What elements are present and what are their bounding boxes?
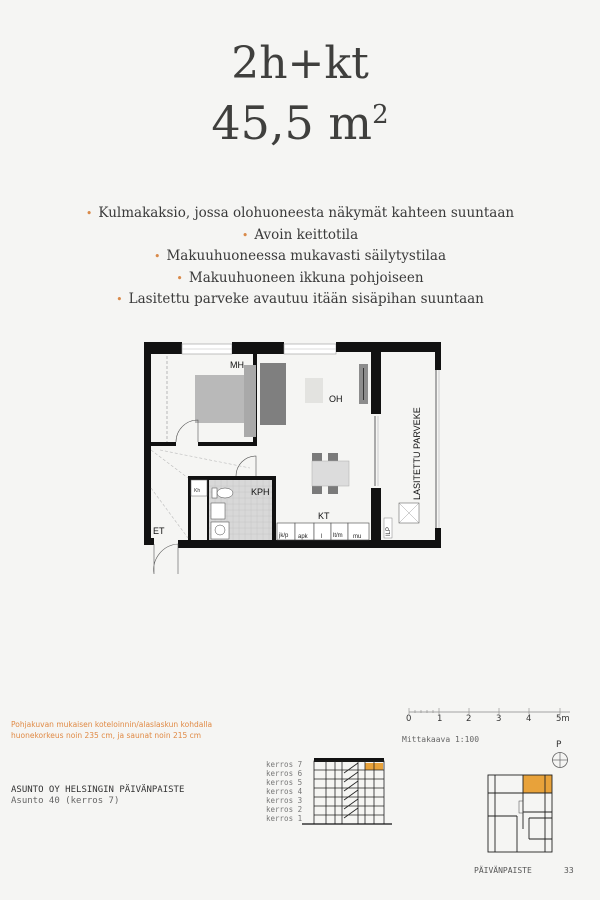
svg-text:KPH: KPH [251,487,270,497]
svg-text:jk/p: jk/p [279,533,289,539]
project-info [11,785,184,807]
section-drawing [302,758,392,828]
floor-label: kerros 4 [266,787,303,796]
key-plan [480,740,580,855]
svg-text:MH: MH [230,360,244,370]
floor-label: kerros 6 [266,769,303,778]
bullet-icon: • [241,228,249,242]
floor-label: kerros 5 [266,778,303,787]
svg-text:ET: ET [153,526,165,536]
bullet-icon: • [176,271,183,285]
scale-caption: Mittakaava 1:100 [402,735,480,744]
svg-text:apk: apk [298,534,308,540]
key-plan-drawing [487,774,557,854]
scale-tick: 5m [556,714,570,724]
project-name: ASUNTO OY HELSINGIN PÄIVÄNPAISTE [11,785,185,795]
scale-ruler [400,702,575,716]
feature-text: Makuuhuoneen ikkuna pohjoiseen [188,269,424,286]
building-section [260,758,400,828]
floor-plan [140,338,450,583]
floor-label: kerros 3 [266,796,303,805]
svg-text:lt/m: lt/m [333,533,343,539]
apartment-number: Asunto 40 (kerros 7) [11,796,120,806]
feature-text: Kulmakaksio, jossa olohuoneesta näkymät kahteen suuntaan [98,205,515,221]
feature-item [0,268,600,290]
compass-icon [551,751,569,769]
scale-tick: 3 [496,714,502,724]
svg-text:OH: OH [329,394,343,404]
note-line-2: huonekorkeus noin 235 cm, ja saunat noin 215 cm [11,731,202,740]
bullet-icon: • [153,250,161,263]
area-value: 45,5 m [211,96,373,150]
feature-list [0,203,600,311]
svg-text:mu: mu [353,534,362,540]
ceiling-height-note [11,719,212,741]
bullet-icon: • [85,207,93,220]
bullet-icon: • [116,293,123,306]
feature-text: Lasitettu parveke avautuu itään sisäpihan suuntaan [128,291,484,307]
floor-label: kerros 2 [266,805,303,814]
feature-item [0,289,600,311]
svg-text:Kh: Kh [194,488,201,494]
compass-north-label: P [556,740,562,750]
note-line-1: Pohjakuvan mukaisen koteloinnin/alaslaskun kohdalla [11,720,213,729]
scale-tick: 1 [437,714,443,724]
apartment-type-title: 2h+kt [231,38,369,89]
page-number: 33 [564,866,574,875]
feature-item [0,203,600,225]
feature-text: Makuuhuoneessa mukavasti säilytystilaa [166,248,447,264]
svg-text:KT: KT [318,511,330,521]
feature-text: Avoin keittotila [254,226,359,243]
feature-item [0,225,600,247]
scale-tick: 0 [406,714,412,724]
scale-tick: 4 [526,714,532,724]
apartment-area-title [0,96,600,150]
floor-label: kerros 1 [266,814,303,823]
feature-item [0,246,600,268]
scale-tick: 2 [466,714,472,724]
area-unit-superscript: 2 [372,100,389,130]
svg-text:LASITETTU PARVEKE: LASITETTU PARVEKE [412,407,422,500]
floor-label: kerros 7 [266,760,303,769]
svg-text:l: l [321,534,323,540]
footer-brand: PÄIVÄNPAISTE [474,866,532,875]
svg-text:ILP: ILP [386,526,392,536]
